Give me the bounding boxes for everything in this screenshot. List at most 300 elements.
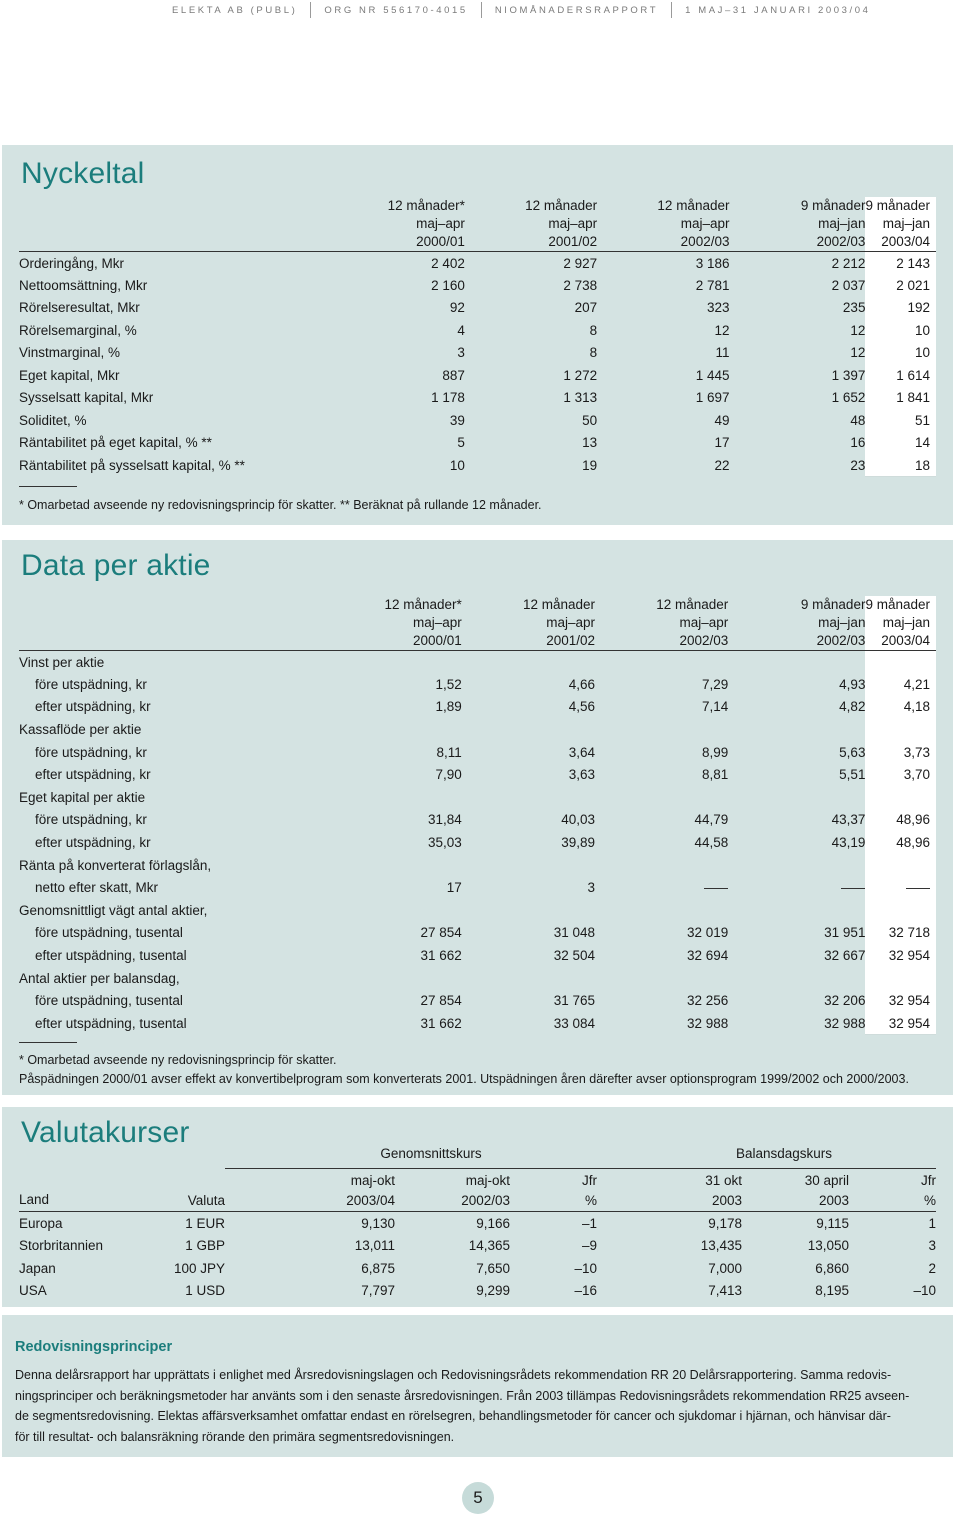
col-head-valuta: Valuta xyxy=(139,1190,225,1212)
value-cell: 32 954 xyxy=(865,1012,936,1035)
col-head: 2003/04 xyxy=(225,1190,395,1212)
empty-cell xyxy=(728,854,865,877)
row-label: efter utspädning, kr xyxy=(35,835,151,851)
header-spacer xyxy=(19,596,328,614)
nyckeltal-table xyxy=(19,197,936,477)
data-per-aktie-table xyxy=(19,596,936,1035)
value-cell: 7,650 xyxy=(476,1260,510,1276)
row-label: Rörelseresultat, Mkr xyxy=(19,300,140,316)
value-cell: 323 xyxy=(706,300,730,316)
table-row xyxy=(19,944,936,967)
value-cell: 16 xyxy=(850,435,866,451)
valutakurser-table xyxy=(19,1146,936,1302)
row-label: före utspädning, kr xyxy=(35,812,147,828)
row-label: Soliditet, % xyxy=(19,412,87,428)
column-header: 12 månader xyxy=(657,198,730,213)
row-label: efter utspädning, tusental xyxy=(35,948,187,964)
column-header: maj–jan xyxy=(865,215,936,233)
value-cell: 48,96 xyxy=(865,809,936,832)
value-cell: 12 xyxy=(850,345,866,361)
empty-cell xyxy=(865,786,936,809)
table-row xyxy=(19,432,936,455)
value-cell: –1 xyxy=(581,1215,597,1231)
column-header: maj–jan xyxy=(818,216,866,231)
value-cell: 9,178 xyxy=(708,1215,742,1231)
header-company: ELEKTA AB (PUBL) xyxy=(172,4,298,16)
value-cell: 22 xyxy=(714,457,730,473)
row-label: Eget kapital, Mkr xyxy=(19,367,120,383)
value-cell: 4,18 xyxy=(865,696,936,719)
value-cell: 9,299 xyxy=(476,1283,510,1299)
column-header: maj–apr xyxy=(546,615,596,630)
value-cell: 9,166 xyxy=(476,1215,510,1231)
table-row xyxy=(19,651,936,674)
value-cell: 31 765 xyxy=(553,993,596,1009)
table-row xyxy=(19,741,936,764)
value-cell: 32 988 xyxy=(687,1015,729,1031)
empty-cell xyxy=(595,899,728,922)
value-cell: 1 313 xyxy=(563,390,598,406)
value-cell: 27 854 xyxy=(420,925,462,941)
value-cell: 3 186 xyxy=(695,255,730,271)
value-cell: 3 xyxy=(928,1238,936,1254)
value-cell: 1 614 xyxy=(865,364,936,387)
column-header: 2000/01 xyxy=(328,632,462,651)
dash-cell xyxy=(841,880,865,889)
table-row xyxy=(19,1280,936,1303)
table-row xyxy=(19,831,936,854)
valuta-cell: 1 GBP xyxy=(185,1238,225,1254)
value-dash xyxy=(865,876,936,899)
column-header: maj–apr xyxy=(679,615,729,630)
empty-cell xyxy=(595,967,728,990)
column-header: 2002/03 xyxy=(595,632,728,651)
col-head: Jfr xyxy=(582,1173,597,1188)
col-head: 2002/03 xyxy=(395,1190,510,1212)
header-spacer xyxy=(19,215,332,233)
table-row xyxy=(19,899,936,922)
value-cell: 2 160 xyxy=(431,277,465,293)
value-cell: 10 xyxy=(449,457,465,473)
land-cell: Storbritannien xyxy=(19,1238,104,1254)
table-row xyxy=(19,409,936,432)
dpa-footnote-2: Påspädningen 2000/01 avser effekt av konvertibelprogram som konverterats 2001. Utspädningen åren därefter avser optionsprogram 1999/2002 och 2000/2003. xyxy=(19,1072,909,1086)
value-cell: 7,797 xyxy=(361,1283,395,1299)
empty-cell xyxy=(865,967,936,990)
data-per-aktie-title: Data per aktie xyxy=(21,549,211,582)
value-cell: 1 xyxy=(928,1215,936,1231)
row-label: Sysselsatt kapital, Mkr xyxy=(19,390,154,406)
value-cell: 14 xyxy=(865,432,936,455)
value-cell: 3,73 xyxy=(865,741,936,764)
value-cell: 1,89 xyxy=(435,699,462,715)
column-header: maj–apr xyxy=(413,615,462,630)
text-line: ningsprinciper och beräkningsmetoder har använts som i den senaste årsredovisningen. Från 2003 tillämpas Redovisningsrådets rekommendation RR25 avseen- xyxy=(15,1388,910,1403)
value-cell: 235 xyxy=(842,300,866,316)
header-spacer xyxy=(19,197,332,215)
header-divider xyxy=(671,2,672,18)
value-cell: 7,413 xyxy=(708,1283,742,1299)
value-cell: 4,82 xyxy=(839,699,866,715)
table-row xyxy=(19,1234,936,1257)
col-head: maj-okt xyxy=(465,1173,510,1188)
dash-cell xyxy=(906,880,930,889)
land-cell: Europa xyxy=(19,1215,63,1231)
value-cell: 43,37 xyxy=(831,812,866,828)
value-cell: 7,90 xyxy=(435,767,462,783)
column-header: 9 månader xyxy=(800,198,866,213)
row-label: före utspädning, tusental xyxy=(35,925,183,941)
table-row xyxy=(19,342,936,365)
header-period: 1 MAJ–31 JANUARI 2003/04 xyxy=(685,4,871,16)
value-cell: 44,58 xyxy=(694,835,729,851)
row-label: efter utspädning, kr xyxy=(35,699,151,715)
col-head: 2003 xyxy=(597,1190,742,1212)
row-label: efter utspädning, kr xyxy=(35,767,151,783)
value-cell: 11 xyxy=(715,345,730,361)
empty-cell xyxy=(865,854,936,877)
redovisningsprinciper-text xyxy=(15,1365,940,1447)
value-cell: 32 256 xyxy=(687,993,729,1009)
value-cell: 18 xyxy=(865,454,936,477)
value-cell: 39,89 xyxy=(561,835,596,851)
value-cell: –9 xyxy=(581,1238,597,1254)
value-cell: 10 xyxy=(865,342,936,365)
value-cell: 3,64 xyxy=(568,744,596,760)
row-label: före utspädning, kr xyxy=(35,744,147,760)
col-head: % xyxy=(510,1190,597,1212)
value-cell: 50 xyxy=(582,412,598,428)
column-header: 9 månader xyxy=(800,597,866,612)
column-header: maj–apr xyxy=(680,216,730,231)
value-cell: 3,70 xyxy=(865,763,936,786)
empty-cell xyxy=(595,786,728,809)
value-cell: 31 048 xyxy=(553,925,596,941)
text-line: de segmentsredovisning. Elektas affärsverksamhet omfattar endast en rörelsegren, behandlingsmetoder för cancer och sjukdomar i hjärnan, och hänvisar där- xyxy=(15,1409,891,1423)
row-label: Antal aktier per balansdag, xyxy=(19,970,180,986)
redovisningsprinciper-title: Redovisningsprinciper xyxy=(15,1339,173,1355)
text-line: för till resultat- och balansräkning rörande den primära segmentsredovisningen. xyxy=(15,1429,455,1444)
table-row xyxy=(19,387,936,410)
value-dash xyxy=(595,876,728,899)
empty-cell xyxy=(728,786,865,809)
col-head: maj-okt xyxy=(350,1173,395,1188)
empty-cell xyxy=(728,651,865,674)
value-cell: 32 954 xyxy=(865,989,936,1012)
valutakurser-title: Valutakurser xyxy=(21,1116,190,1149)
value-cell: 1 652 xyxy=(831,390,866,406)
row-label: Orderingång, Mkr xyxy=(19,255,125,271)
value-cell: 32 667 xyxy=(824,948,866,964)
value-cell: 32 206 xyxy=(824,993,866,1009)
valuta-cell: 1 USD xyxy=(185,1283,225,1299)
value-cell: 1 272 xyxy=(563,367,598,383)
page-number: 5 xyxy=(462,1482,494,1514)
table-row xyxy=(19,1212,936,1235)
value-cell: 4,66 xyxy=(568,676,596,692)
empty-cell xyxy=(462,899,595,922)
row-label: Ränta på konverterat förlagslån, xyxy=(19,857,212,873)
row-label: Eget kapital per aktie xyxy=(19,789,146,805)
empty-cell xyxy=(328,967,462,990)
empty-cell xyxy=(595,854,728,877)
column-header: maj–jan xyxy=(865,614,936,632)
column-header: 2002/03 xyxy=(597,233,729,252)
table-row xyxy=(19,876,936,899)
header-spacer xyxy=(19,233,332,252)
value-cell: 32 988 xyxy=(824,1015,866,1031)
column-header: 2001/02 xyxy=(465,233,597,252)
value-cell: 9,115 xyxy=(816,1215,849,1231)
table-row xyxy=(19,673,936,696)
col-head: Jfr xyxy=(921,1173,936,1188)
value-cell: 51 xyxy=(865,409,936,432)
col-head-land: Land xyxy=(19,1190,139,1212)
empty-cell xyxy=(728,967,865,990)
column-header: 12 månader xyxy=(525,198,598,213)
redovisningsprinciper-box xyxy=(2,1315,953,1457)
value-cell: 5,63 xyxy=(839,744,866,760)
empty-cell xyxy=(462,967,595,990)
nyckeltal-footnote: * Omarbetad avseende ny redovisningsprincip för skatter. ** Beräknat på rullande 12 månader. xyxy=(19,498,542,512)
col-head: % xyxy=(849,1190,936,1212)
table-row xyxy=(19,854,936,877)
value-cell: 32 019 xyxy=(687,925,729,941)
table-row xyxy=(19,364,936,387)
column-header: maj–apr xyxy=(548,216,598,231)
row-label: Kassaflöde per aktie xyxy=(19,722,142,738)
running-header xyxy=(0,0,960,20)
value-cell: 19 xyxy=(582,457,598,473)
header-org: ORG NR 556170-4015 xyxy=(324,4,468,16)
value-cell: 31 951 xyxy=(824,925,866,941)
footnote-rule xyxy=(19,486,77,487)
value-cell: 6,875 xyxy=(361,1260,395,1276)
nyckeltal-title: Nyckeltal xyxy=(21,157,145,190)
table-row xyxy=(19,967,936,990)
table-row xyxy=(19,786,936,809)
value-cell: 1 697 xyxy=(695,390,730,406)
value-cell: 4 xyxy=(457,322,465,338)
table-row xyxy=(19,1257,936,1280)
empty-cell xyxy=(328,786,462,809)
value-cell: 12 xyxy=(714,322,730,338)
value-cell: 2 781 xyxy=(695,277,730,293)
value-cell: 10 xyxy=(865,319,936,342)
table-row xyxy=(19,297,936,320)
value-cell: 17 xyxy=(714,435,730,451)
footnote-rule xyxy=(19,1042,77,1043)
value-cell: 6,860 xyxy=(815,1260,849,1276)
value-cell: 14,365 xyxy=(468,1238,510,1254)
table-row xyxy=(19,1012,936,1035)
value-cell: 32 954 xyxy=(865,944,936,967)
row-label: före utspädning, kr xyxy=(35,676,147,692)
land-cell: Japan xyxy=(19,1260,56,1276)
table-row xyxy=(19,319,936,342)
valuta-cell: 1 EUR xyxy=(185,1215,225,1231)
value-cell: 4,21 xyxy=(865,673,936,696)
value-cell: 13,011 xyxy=(354,1238,395,1254)
value-cell: 2 037 xyxy=(831,277,866,293)
table-row xyxy=(19,922,936,945)
row-label: Rörelsemarginal, % xyxy=(19,322,137,338)
empty-cell xyxy=(728,899,865,922)
value-cell: 3 xyxy=(587,880,596,896)
value-cell: 2 402 xyxy=(431,255,465,271)
column-header: 12 månader xyxy=(522,597,596,612)
column-header: 12 månader* xyxy=(384,597,462,612)
header-divider xyxy=(310,2,311,18)
row-label: efter utspädning, tusental xyxy=(35,1015,187,1031)
empty-cell xyxy=(728,718,865,741)
column-header: 12 månader* xyxy=(387,198,465,213)
value-cell: 2 143 xyxy=(865,252,936,275)
value-cell: 31,84 xyxy=(427,812,462,828)
value-cell: 44,79 xyxy=(694,812,729,828)
table-row xyxy=(19,809,936,832)
value-cell: 43,19 xyxy=(831,835,866,851)
value-cell: 1 841 xyxy=(865,387,936,410)
row-label: före utspädning, tusental xyxy=(35,993,183,1009)
value-cell: 33 084 xyxy=(553,1015,596,1031)
empty-cell xyxy=(462,786,595,809)
value-cell: 8,195 xyxy=(815,1283,849,1299)
value-cell: 92 xyxy=(449,300,465,316)
empty-cell xyxy=(865,899,936,922)
value-cell: 1 397 xyxy=(831,367,866,383)
column-header: 2002/03 xyxy=(728,632,865,651)
column-header: 12 månader xyxy=(656,597,729,612)
empty-cell xyxy=(328,854,462,877)
value-cell: 48,96 xyxy=(865,831,936,854)
value-cell: 8 xyxy=(589,345,598,361)
value-cell: 32 694 xyxy=(687,948,729,964)
text-line: Denna delårsrapport har upprättats i enlighet med Årsredovisningslagen och Redovisningsrådets rekommendation RR 20 Delårsrapportering. Samma redovis- xyxy=(15,1368,892,1382)
value-cell: 1,52 xyxy=(435,676,462,692)
value-cell: 49 xyxy=(714,412,730,428)
row-label: Vinst per aktie xyxy=(19,654,105,670)
row-label: Räntabilitet på eget kapital, % ** xyxy=(19,435,212,451)
empty-cell xyxy=(462,718,595,741)
table-row xyxy=(19,252,936,275)
value-cell: –10 xyxy=(913,1283,936,1299)
value-cell: 23 xyxy=(850,457,866,473)
column-header: 2000/01 xyxy=(332,233,465,252)
value-cell: –10 xyxy=(574,1260,597,1276)
value-cell: 1 178 xyxy=(431,390,465,406)
value-cell: 2 212 xyxy=(831,255,866,271)
header-spacer xyxy=(19,632,328,651)
table-row xyxy=(19,989,936,1012)
value-cell: –16 xyxy=(574,1283,597,1299)
land-cell: USA xyxy=(19,1283,47,1299)
value-cell: 3,63 xyxy=(568,767,596,783)
value-cell: 4,93 xyxy=(839,676,866,692)
value-cell: 31 662 xyxy=(420,1015,462,1031)
value-cell: 887 xyxy=(442,367,465,383)
empty-cell xyxy=(865,718,936,741)
header-divider xyxy=(481,2,482,18)
value-cell: 7,000 xyxy=(708,1260,742,1276)
column-header: 2003/04 xyxy=(865,632,936,651)
column-header: 9 månader xyxy=(865,596,936,614)
value-cell: 9,130 xyxy=(361,1215,395,1231)
empty-cell xyxy=(328,651,462,674)
col-head: 2003 xyxy=(742,1190,849,1212)
empty-cell xyxy=(328,899,462,922)
value-cell: 5,51 xyxy=(839,767,866,783)
value-cell: 3 xyxy=(457,345,465,361)
value-cell: 32 504 xyxy=(553,948,596,964)
table-row xyxy=(19,274,936,297)
value-cell: 4,56 xyxy=(568,699,596,715)
value-cell: 32 718 xyxy=(865,922,936,945)
empty-cell xyxy=(595,718,728,741)
col-head: 30 april xyxy=(804,1173,849,1188)
column-header: 2002/03 xyxy=(729,233,865,252)
column-header: 2001/02 xyxy=(462,632,595,651)
dpa-footnote-1: * Omarbetad avseende ny redovisningsprincip för skatter. xyxy=(19,1053,337,1067)
empty-cell xyxy=(328,718,462,741)
value-cell: 35,03 xyxy=(427,835,462,851)
value-cell: 2 927 xyxy=(563,255,598,271)
empty-cell xyxy=(462,651,595,674)
value-cell: 8,11 xyxy=(436,744,462,760)
table-row xyxy=(19,454,936,477)
row-label: Genomsnittligt vägt antal aktier, xyxy=(19,902,208,918)
column-header: maj–apr xyxy=(416,216,465,231)
value-cell: 7,14 xyxy=(702,699,729,715)
value-cell: 31 662 xyxy=(420,948,462,964)
row-label: Räntabilitet på sysselsatt kapital, % ** xyxy=(19,457,245,473)
row-label: Vinstmarginal, % xyxy=(19,345,121,361)
value-cell: 12 xyxy=(850,322,866,338)
header-report: NIOMÅNADERSRAPPORT xyxy=(494,4,659,16)
column-header: 2003/04 xyxy=(865,233,936,252)
empty-cell xyxy=(595,651,728,674)
value-cell: 40,03 xyxy=(561,812,596,828)
value-cell: 2 021 xyxy=(865,274,936,297)
value-cell: 1 445 xyxy=(695,367,730,383)
value-cell: 13,435 xyxy=(700,1238,742,1254)
value-cell: 5 xyxy=(457,435,465,451)
group-header-balansdagskurs: Balansdagskurs xyxy=(735,1146,833,1161)
value-cell: 48 xyxy=(850,412,866,428)
column-header: maj–jan xyxy=(818,615,866,630)
value-cell: 2 xyxy=(928,1260,936,1276)
value-cell: 27 854 xyxy=(420,993,462,1009)
value-cell: 8,81 xyxy=(702,767,729,783)
value-cell: 2 738 xyxy=(563,277,598,293)
value-cell: 13 xyxy=(582,435,598,451)
value-cell: 192 xyxy=(865,297,936,320)
table-row xyxy=(19,718,936,741)
dash-cell xyxy=(704,880,728,889)
header-spacer xyxy=(19,614,328,632)
value-cell: 207 xyxy=(574,300,598,316)
column-header: 9 månader xyxy=(865,197,936,215)
value-cell: 8,99 xyxy=(702,744,729,760)
value-cell: 13,050 xyxy=(807,1238,849,1254)
group-header-genomsnittskurs: Genomsnittskurs xyxy=(380,1146,482,1161)
empty-cell xyxy=(865,651,936,674)
row-label: Nettoomsättning, Mkr xyxy=(19,277,148,293)
table-row xyxy=(19,696,936,719)
valuta-cell: 100 JPY xyxy=(173,1260,225,1276)
value-cell: 17 xyxy=(446,880,462,896)
value-cell: 8 xyxy=(589,322,598,338)
